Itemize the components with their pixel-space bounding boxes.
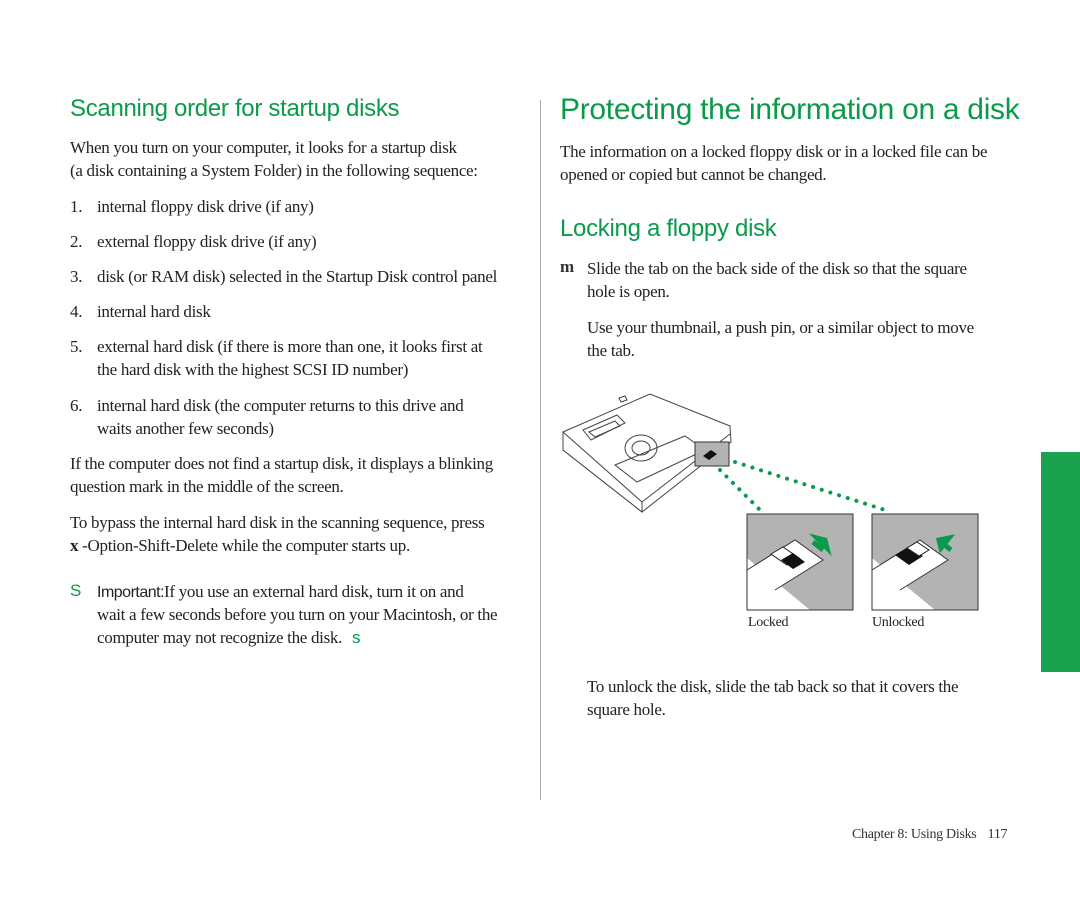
column-divider [540, 100, 541, 800]
footer-page-number: 117 [987, 827, 1008, 842]
important-line-2: wait a few seconds before you turn on your Macintosh, or the [97, 605, 498, 624]
list-item [70, 394, 520, 440]
list-item-text: internal floppy disk drive (if any) [97, 197, 314, 216]
list-item [70, 300, 520, 323]
important-label: Important: [97, 584, 165, 601]
important-line-1 [97, 580, 464, 604]
unlock-line-1: To unlock the disk, slide the tab back so that it covers the [587, 677, 959, 696]
right-intro-line-2: opened or copied but cannot be changed. [560, 165, 827, 184]
command-key-glyph: x [70, 536, 79, 555]
list-item-text: disk (or RAM disk) selected in the Startup Disk control panel [97, 267, 498, 286]
list-item-number: 6. [70, 396, 83, 415]
list-item [70, 230, 520, 253]
caption-unlocked: Unlocked [872, 615, 925, 630]
paragraph-no-startup-line-1: If the computer does not find a startup disk, it displays a blinking [70, 454, 493, 473]
list-item [70, 195, 520, 218]
list-item-text: internal hard disk [97, 302, 211, 321]
important-marker-icon: S [70, 581, 82, 600]
unlocked-detail-panel [872, 514, 978, 610]
list-item [70, 335, 520, 381]
section-heading-locking: Locking a floppy disk [560, 215, 777, 242]
paragraph-bypass-line-2 [70, 534, 410, 557]
list-item-text: external hard disk (if there is more than one, it looks first at [97, 337, 483, 356]
paragraph-bypass-text: -Option-Shift-Delete while the computer starts up. [78, 536, 410, 555]
list-item-number: 4. [70, 302, 83, 321]
page-footer [852, 827, 1007, 843]
connector-dots [720, 470, 762, 512]
list-item [70, 265, 520, 288]
list-item-number: 3. [70, 267, 83, 286]
caption-locked: Locked [748, 615, 789, 630]
paragraph-no-startup-line-2: question mark in the middle of the screen. [70, 477, 344, 496]
connector-dots [735, 462, 885, 510]
intro-line-1: When you turn on your computer, it looks for a startup disk [70, 138, 457, 157]
step-marker-icon: m [560, 257, 575, 276]
list-item-text: internal hard disk (the computer returns to this drive and [97, 396, 464, 415]
floppy-disk-illustration [555, 390, 995, 615]
important-text: If you use an external hard disk, turn it on and [164, 582, 464, 601]
list-item-text: external floppy disk drive (if any) [97, 232, 317, 251]
tip-line-2: the tab. [587, 341, 635, 360]
list-item-number: 1. [70, 197, 83, 216]
list-item-text-continued: waits another few seconds) [97, 419, 274, 438]
list-item-number: 5. [70, 337, 83, 356]
step-line-2: hole is open. [587, 282, 670, 301]
list-item-text-continued: the hard disk with the highest SCSI ID number) [97, 360, 409, 379]
intro-line-2: (a disk containing a System Folder) in the following sequence: [70, 161, 478, 180]
step-line-1: Slide the tab on the back side of the disk so that the square [587, 259, 967, 278]
locked-detail-panel [747, 514, 853, 610]
paragraph-bypass-line-1: To bypass the internal hard disk in the scanning sequence, press [70, 513, 485, 532]
important-end-marker-icon: s [352, 628, 361, 647]
tip-line-1: Use your thumbnail, a push pin, or a similar object to move [587, 318, 974, 337]
page-title: Protecting the information on a disk [560, 93, 1020, 126]
section-heading-scanning-order: Scanning order for startup disks [70, 95, 400, 122]
unlock-line-2: square hole. [587, 700, 666, 719]
important-text-end: computer may not recognize the disk. [97, 628, 343, 647]
list-item-number: 2. [70, 232, 83, 251]
chapter-thumb-tab [1041, 452, 1080, 672]
footer-chapter: Chapter 8: Using Disks [852, 827, 977, 842]
right-intro-line-1: The information on a locked floppy disk or in a locked file can be [560, 142, 988, 161]
important-line-3 [97, 626, 360, 649]
